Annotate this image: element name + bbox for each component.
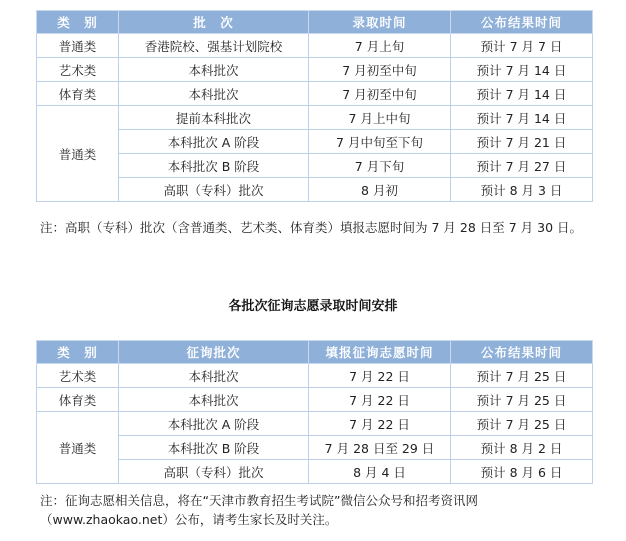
cell-result: 预计 7 月 27 日 xyxy=(451,154,593,178)
cell-result: 预计 7 月 21 日 xyxy=(451,130,593,154)
table-row xyxy=(37,460,593,484)
table-row xyxy=(37,364,593,388)
cell-batch: 香港院校、强基计划院校 xyxy=(119,34,309,58)
table-row xyxy=(37,388,593,412)
cell-time: 7 月初至中旬 xyxy=(309,82,451,106)
table-header-row xyxy=(37,11,593,34)
header-admission-time: 录取时间 xyxy=(309,11,451,34)
cell-batch: 提前本科批次 xyxy=(119,106,309,130)
header-fill-time: 填报征询志愿时间 xyxy=(309,341,451,364)
table-row xyxy=(37,106,593,130)
cell-result: 预计 7 月 25 日 xyxy=(451,364,593,388)
cell-result: 预计 8 月 6 日 xyxy=(451,460,593,484)
cell-time: 7 月下旬 xyxy=(309,154,451,178)
cell-time: 8 月初 xyxy=(309,178,451,202)
cell-time: 8 月 4 日 xyxy=(309,460,451,484)
cell-category: 普通类 xyxy=(37,106,119,202)
table-row xyxy=(37,130,593,154)
cell-time: 7 月中旬至下旬 xyxy=(309,130,451,154)
cell-time: 7 月初至中旬 xyxy=(309,58,451,82)
table-row xyxy=(37,154,593,178)
cell-result: 预计 7 月 14 日 xyxy=(451,58,593,82)
cell-category: 艺术类 xyxy=(37,364,119,388)
table-row xyxy=(37,178,593,202)
header-category: 类 别 xyxy=(37,341,119,364)
table-row xyxy=(37,82,593,106)
cell-time: 7 月 22 日 xyxy=(309,388,451,412)
table-row xyxy=(37,412,593,436)
section-heading: 各批次征询志愿录取时间安排 xyxy=(228,299,398,314)
cell-result: 预计 7 月 25 日 xyxy=(451,412,593,436)
cell-batch: 高职（专科）批次 xyxy=(119,460,309,484)
cell-batch: 本科批次 xyxy=(119,58,309,82)
cell-result: 预计 8 月 3 日 xyxy=(451,178,593,202)
table-header-row xyxy=(37,341,593,364)
cell-result: 预计 8 月 2 日 xyxy=(451,436,593,460)
cell-category: 普通类 xyxy=(37,412,119,484)
cell-time: 7 月 22 日 xyxy=(309,364,451,388)
cell-batch: 本科批次 xyxy=(119,82,309,106)
cell-result: 预计 7 月 25 日 xyxy=(451,388,593,412)
table-row xyxy=(37,436,593,460)
cell-result: 预计 7 月 14 日 xyxy=(451,82,593,106)
solicitation-schedule-table xyxy=(36,340,593,484)
cell-result: 预计 7 月 7 日 xyxy=(451,34,593,58)
table-row xyxy=(37,58,593,82)
cell-batch: 本科批次 B 阶段 xyxy=(119,436,309,460)
cell-category: 艺术类 xyxy=(37,58,119,82)
cell-batch: 本科批次 xyxy=(119,364,309,388)
cell-result: 预计 7 月 14 日 xyxy=(451,106,593,130)
cell-category: 普通类 xyxy=(37,34,119,58)
cell-category: 体育类 xyxy=(37,82,119,106)
header-solicitation-batch: 征询批次 xyxy=(119,341,309,364)
header-category: 类 别 xyxy=(37,11,119,34)
header-result-time: 公布结果时间 xyxy=(451,341,593,364)
cell-batch: 本科批次 B 阶段 xyxy=(119,154,309,178)
cell-time: 7 月 28 日至 29 日 xyxy=(309,436,451,460)
cell-time: 7 月上旬 xyxy=(309,34,451,58)
header-result-time: 公布结果时间 xyxy=(451,11,593,34)
admission-schedule-table xyxy=(36,10,593,202)
cell-batch: 高职（专科）批次 xyxy=(119,178,309,202)
cell-batch: 本科批次 A 阶段 xyxy=(119,412,309,436)
cell-batch: 本科批次 A 阶段 xyxy=(119,130,309,154)
admission-note: 注：高职（专科）批次（含普通类、艺术类、体育类）填报志愿时间为 7 月 28 日至 7 月 30 日。 xyxy=(40,220,583,235)
solicitation-note: 注：征询志愿相关信息，将在“天津市教育招生考试院”微信公众号和招考资讯网（www.zhaokao.net）公布，请考生家长及时关注。 xyxy=(40,493,478,527)
table-row xyxy=(37,34,593,58)
header-batch: 批 次 xyxy=(119,11,309,34)
cell-category: 体育类 xyxy=(37,388,119,412)
cell-time: 7 月 22 日 xyxy=(309,412,451,436)
cell-batch: 本科批次 xyxy=(119,388,309,412)
cell-time: 7 月上中旬 xyxy=(309,106,451,130)
